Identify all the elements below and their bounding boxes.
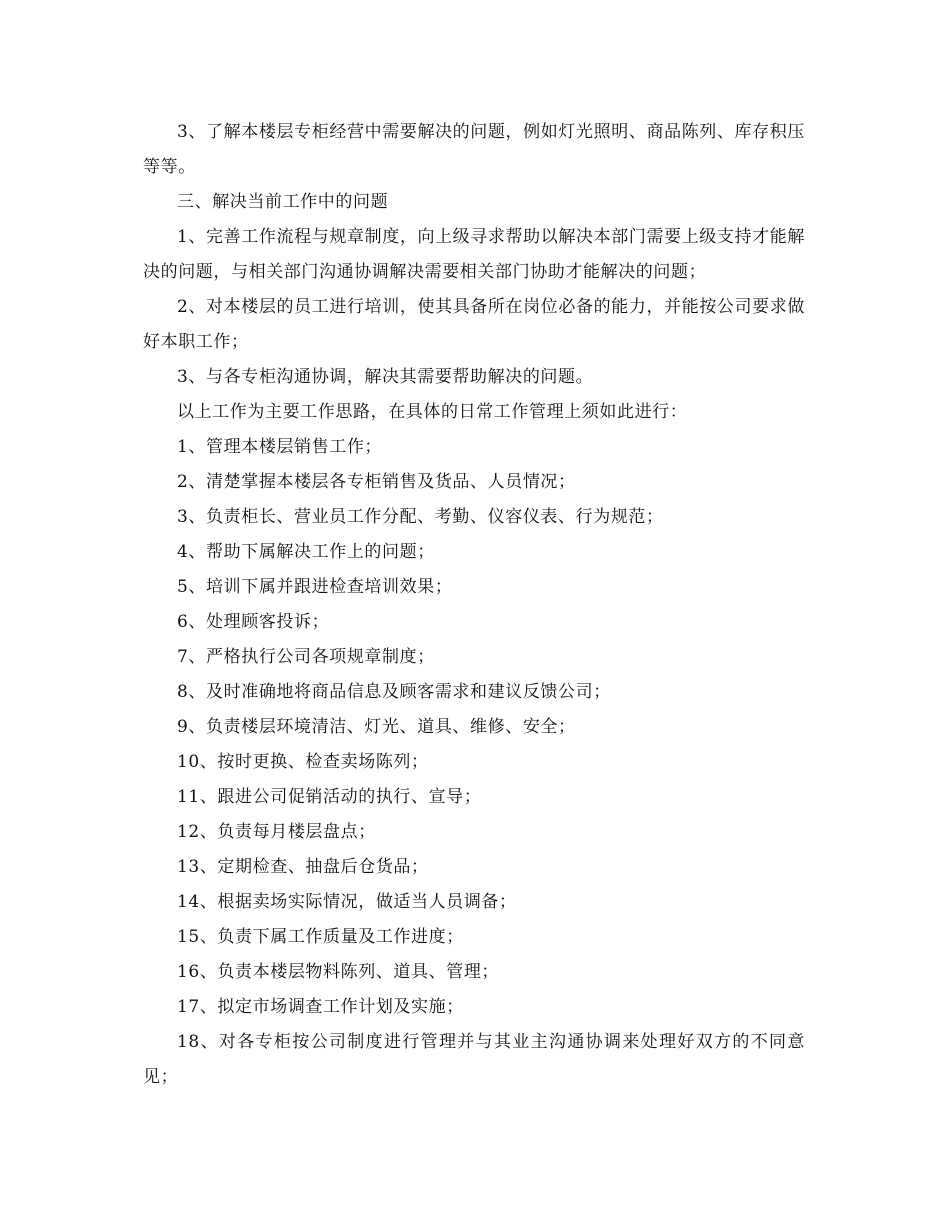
section-heading-solve-problems: 三、解决当前工作中的问题 bbox=[177, 192, 389, 212]
document-body bbox=[143, 115, 805, 1095]
paragraph-item-3-lighting: 3、了解本楼层专柜经营中需要解决的问题，例如灯光照明、商品陈列、库存积压等等。 bbox=[143, 122, 805, 177]
list-item-10: 10、按时更换、检查卖场陈列； bbox=[177, 752, 429, 772]
paragraph-item-3-coordination: 3、与各专柜沟通协调，解决其需要帮助解决的问题。 bbox=[177, 367, 594, 387]
list-item-16: 16、负责本楼层物料陈列、道具、管理； bbox=[177, 962, 500, 982]
list-item-7: 7、严格执行公司各项规章制度； bbox=[177, 647, 435, 667]
list-item-3: 3、负责柜长、营业员工作分配、考勤、仪容仪表、行为规范； bbox=[177, 507, 664, 527]
list-item-8: 8、及时准确地将商品信息及顾客需求和建议反馈公司； bbox=[177, 682, 611, 702]
list-item-12: 12、负责每月楼层盘点； bbox=[177, 822, 376, 842]
list-item-14: 14、根据卖场实际情况，做适当人员调备； bbox=[177, 892, 517, 912]
list-item-11: 11、跟进公司促销活动的执行、宣导； bbox=[177, 787, 482, 807]
list-item-1: 1、管理本楼层销售工作； bbox=[177, 437, 383, 457]
list-item-17: 17、拟定市场调查工作计划及实施； bbox=[177, 997, 464, 1017]
list-item-13: 13、定期检查、抽盘后仓货品； bbox=[177, 857, 429, 877]
list-item-6: 6、处理顾客投诉； bbox=[177, 612, 330, 632]
list-item-15: 15、负责下属工作质量及工作进度； bbox=[177, 927, 464, 947]
list-item-5: 5、培训下属并跟进检查培训效果； bbox=[177, 577, 453, 597]
paragraph-intro-daily-management: 以上工作为主要工作思路，在具体的日常工作管理上须如此进行： bbox=[177, 402, 688, 422]
paragraph-item-2-training: 2、对本楼层的员工进行培训，使其具备所在岗位必备的能力，并能按公司要求做好本职工作； bbox=[143, 297, 805, 352]
list-item-9: 9、负责楼层环境清洁、灯光、道具、维修、安全； bbox=[177, 717, 576, 737]
list-item-2: 2、清楚掌握本楼层各专柜销售及货品、人员情况； bbox=[177, 472, 576, 492]
list-item-18: 18、对各专柜按公司制度进行管理并与其业主沟通协调来处理好双方的不同意见； bbox=[143, 1032, 805, 1087]
list-item-4: 4、帮助下属解决工作上的问题； bbox=[177, 542, 435, 562]
paragraph-item-1-workflow: 1、完善工作流程与规章制度，向上级寻求帮助以解决本部门需要上级支持才能解决的问题，与相关部门沟通协调解决需要相关部门协助才能解决的问题； bbox=[143, 227, 805, 282]
